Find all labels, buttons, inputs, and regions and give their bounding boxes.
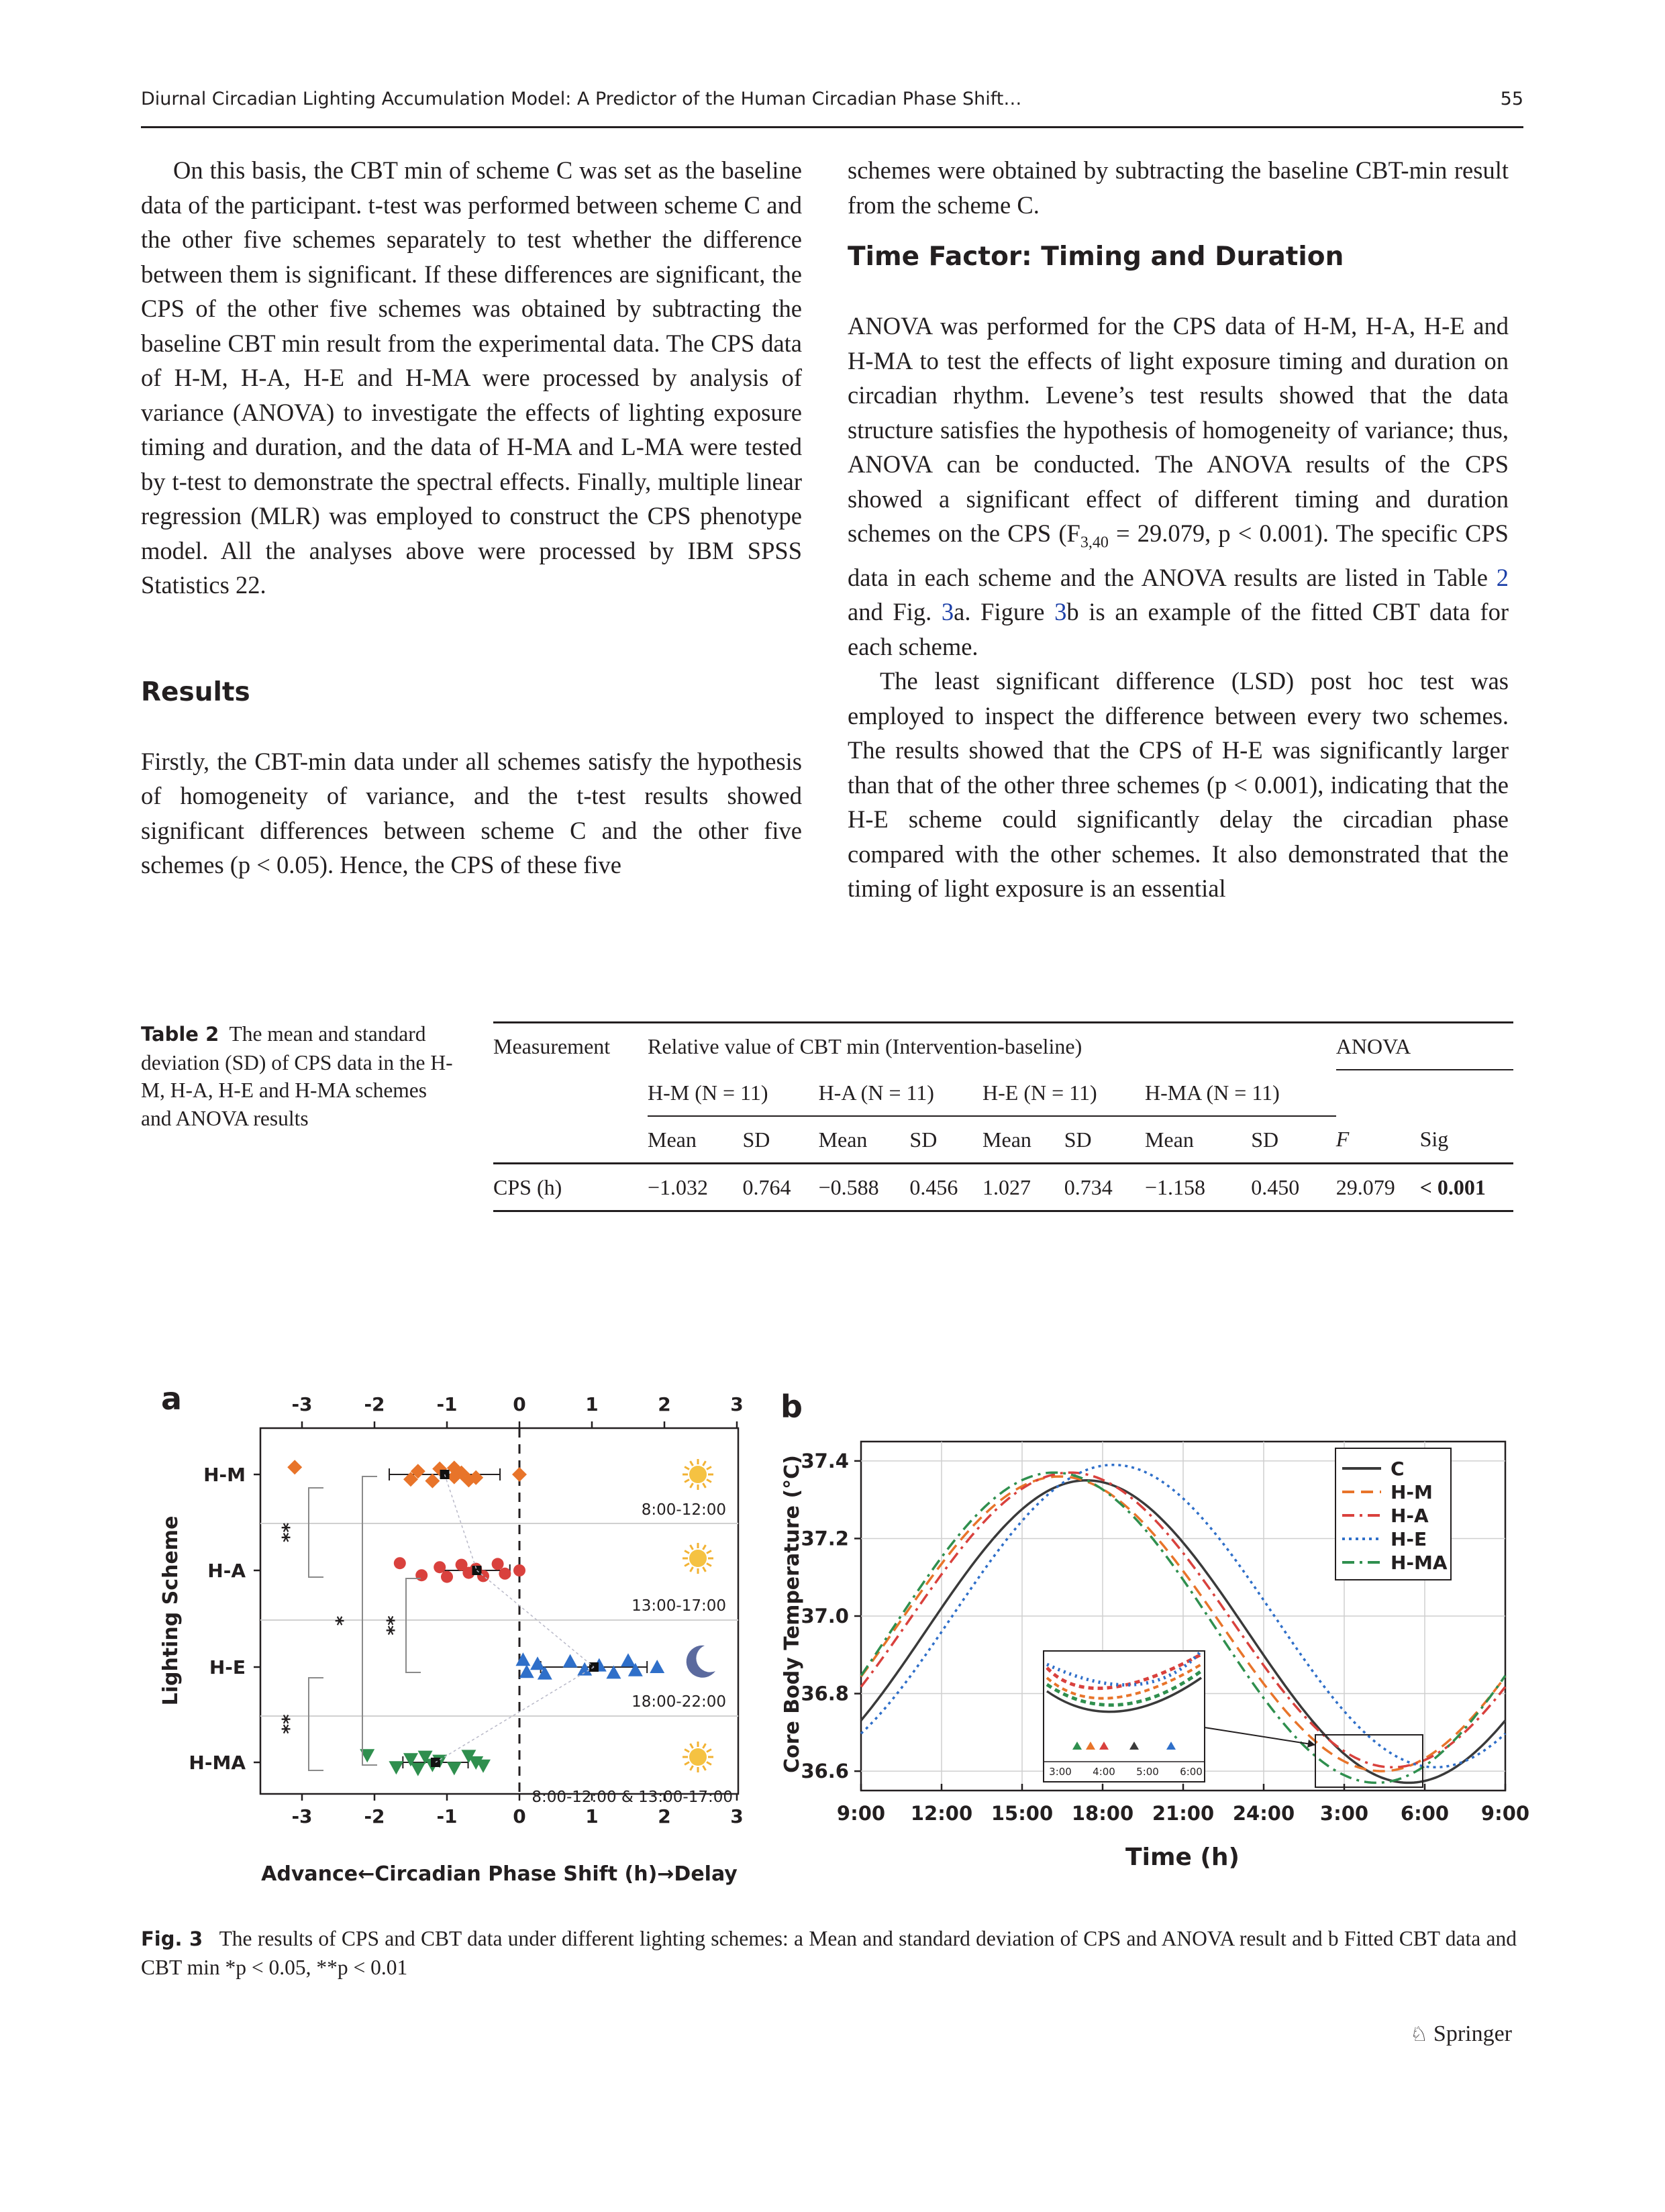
table-subheader: SD <box>742 1116 818 1164</box>
table-subheader: Mean <box>1145 1116 1251 1164</box>
table-group-header: H-E (N = 11) <box>982 1070 1145 1116</box>
sun-ray <box>703 1461 706 1466</box>
data-point <box>512 1467 527 1482</box>
paragraph: ANOVA was performed for the CPS data of H-M, H-A, H-E and H-MA to test the effects of light exposure timing and duration on circadian rhythm. Levene’s test results showed that the data structure satisfies the hypothesis of homogeneity of variance; thus, ANOVA can be conducted. The ANOVA results of the CPS showed a significant effect of different timing and duration schemes on the CPS ($F_{3,40} = 29.079$, p < 0.001). The specific CPS data in each scheme and the ANOVA results are listed in Table 2 and Fig. 3a. Figure 3b is an example of the fitted CBT data for each scheme. <box>848 312 1509 660</box>
paragraph: schemes were obtained by subtracting the baseline CBT-min result from the scheme C. <box>848 156 1509 219</box>
x-tick-label: 3:00 <box>1319 1802 1369 1825</box>
x-tick-label: 24:00 <box>1232 1802 1295 1825</box>
significance-label: ** <box>278 1714 300 1734</box>
x-tick-label: 21:00 <box>1152 1802 1215 1825</box>
sun-disc <box>689 1748 707 1766</box>
x-tick-label: 2 <box>658 1805 671 1827</box>
table-cell: 29.079 <box>1336 1164 1420 1211</box>
x-tick-label: -2 <box>364 1805 385 1827</box>
table-header-cell: Measurement <box>493 1023 648 1070</box>
sun-ray <box>685 1564 689 1566</box>
sun-ray <box>691 1567 693 1572</box>
moon-icon <box>687 1646 715 1678</box>
sun-ray <box>691 1545 693 1550</box>
data-point <box>563 1654 578 1668</box>
y-tick-label: 37.2 <box>801 1527 849 1550</box>
table-cell: 1.027 <box>982 1164 1064 1211</box>
table-group-header: H-MA (N = 11) <box>1145 1070 1336 1116</box>
sun-ray <box>707 1467 711 1470</box>
figure-ref-link[interactable]: 3 <box>1054 598 1067 626</box>
data-point <box>519 1664 534 1678</box>
table-subheader: SD <box>1251 1116 1336 1164</box>
time-window-label: 18:00-22:00 <box>632 1693 726 1711</box>
figure-caption-text: The results of CPS and CBT data under different lighting schemes: a Mean and standard deviation of CPS and ANOVA result and b Fitted CBT data and CBT min *p < 0.05, **p < 0.01 <box>141 1927 1517 1979</box>
table-subheader: Mean <box>982 1116 1064 1164</box>
table-cell: 0.764 <box>742 1164 818 1211</box>
data-point <box>513 1564 525 1576</box>
table-cell: −0.588 <box>819 1164 910 1211</box>
sig-bracket <box>278 1678 323 1770</box>
panel-a-label: a <box>161 1380 183 1417</box>
table-group-header: H-A (N = 11) <box>819 1070 982 1116</box>
data-point <box>389 1761 403 1774</box>
sig-bracket <box>278 1488 323 1577</box>
inset-tick-label: 6:00 <box>1180 1766 1203 1778</box>
panel-b-legend <box>1335 1448 1451 1580</box>
data-point <box>499 1568 511 1580</box>
y-tick-label: 36.8 <box>801 1682 849 1705</box>
table-subheader: F <box>1336 1116 1420 1164</box>
sun-ray <box>691 1461 693 1466</box>
legend-label: H-MA <box>1391 1552 1448 1574</box>
data-point <box>415 1569 427 1581</box>
page-number: 55 <box>1500 89 1523 109</box>
x-tick-label: 6:00 <box>1400 1802 1450 1825</box>
figure-caption <box>141 1925 1517 1981</box>
x-tick-label: -3 <box>291 1805 313 1827</box>
figure-ref-link[interactable]: 3 <box>941 598 954 626</box>
x-tick-label: -3 <box>291 1393 313 1415</box>
table-subheader: Sig <box>1420 1116 1513 1164</box>
sun-ray <box>703 1744 706 1748</box>
sun-disc <box>689 1550 707 1567</box>
table-subheader: SD <box>909 1116 982 1164</box>
x-tick-label: 9:00 <box>836 1802 886 1825</box>
data-point <box>530 1656 545 1670</box>
legend-label: H-A <box>1391 1505 1429 1527</box>
x-tick-label: 9:00 <box>1480 1802 1530 1825</box>
panel-a-ylabel: Lighting Scheme <box>159 1515 183 1706</box>
springer-horse-icon: ♘ <box>1410 2023 1428 2046</box>
running-title: Diurnal Circadian Lighting Accumulation Model: A Predictor of the Human Circadian Phase Shift… <box>141 89 1022 109</box>
section-heading-results: Results <box>141 676 250 707</box>
data-point <box>621 1653 636 1666</box>
panel-b-chart <box>780 1442 1529 1871</box>
paragraph: Firstly, the CBT-min data under all schemes satisfy the hypothesis of homogeneity of variance, and the t-test results showed significant differences between scheme C and the other five schemes (p < 0.05). Hence, the CPS of these five <box>141 747 802 878</box>
x-tick-label: 3 <box>730 1393 744 1415</box>
figure-label: Fig. 3 <box>141 1927 203 1950</box>
table-subheader: Mean <box>819 1116 910 1164</box>
table-header-cell: ANOVA <box>1336 1023 1513 1070</box>
y-tick-label: H-M <box>203 1464 246 1486</box>
significance-label: ** <box>278 1522 300 1543</box>
panel-b-label: b <box>780 1389 803 1425</box>
legend-label: C <box>1391 1458 1405 1480</box>
sun-ray <box>703 1766 706 1770</box>
sun-ray <box>703 1545 706 1550</box>
sun-icon <box>683 1459 713 1490</box>
panel-a-annotations <box>278 1459 733 1806</box>
sig-bracket <box>383 1578 421 1672</box>
sun-ray <box>691 1766 693 1770</box>
sun-ray <box>691 1483 693 1488</box>
sun-ray <box>691 1744 693 1748</box>
inset-tick-label: 5:00 <box>1136 1766 1159 1778</box>
x-tick-label: 0 <box>513 1393 526 1415</box>
sun-icon <box>683 1742 713 1772</box>
sun-ray <box>707 1551 711 1554</box>
data-point <box>287 1460 302 1474</box>
sun-ray <box>707 1750 711 1752</box>
paragraph: The least significant difference (LSD) post hoc test was employed to inspect the difference between every two schemes. The results showed that the CPS of H-E was significantly larger than that of the other three schemes (p < 0.001), indicating that the H-E scheme could significantly delay the circadian phase compared with the other schemes. It also demonstrated that the timing of light exposure is an essential <box>848 667 1509 903</box>
mean-connector <box>445 1474 477 1570</box>
bracket-line <box>406 1578 421 1672</box>
data-point <box>515 1652 530 1666</box>
sun-ray <box>707 1762 711 1765</box>
data-point <box>492 1558 504 1570</box>
x-tick-label: 1 <box>585 1805 599 1827</box>
x-tick-label: -1 <box>436 1393 458 1415</box>
inset-tick-label: 3:00 <box>1049 1766 1072 1778</box>
table-label: Table 2 <box>141 1023 219 1046</box>
sun-ray <box>707 1480 711 1482</box>
sun-ray <box>685 1762 689 1765</box>
x-tick-label: 18:00 <box>1071 1802 1134 1825</box>
table-subheader: SD <box>1064 1116 1145 1164</box>
table-caption-text: The mean and standard deviation (SD) of CPS data in the H-M, H-A, H-E and H-MA schemes and ANOVA results <box>141 1022 453 1130</box>
legend-label: H-M <box>1391 1481 1433 1503</box>
y-tick-label: 36.6 <box>801 1760 849 1783</box>
mean-connector <box>476 1570 593 1667</box>
subsection-heading: Time Factor: Timing and Duration <box>848 242 1344 272</box>
x-tick-label: 2 <box>658 1393 671 1415</box>
bracket-line <box>309 1678 323 1770</box>
y-tick-label: H-E <box>209 1656 246 1678</box>
time-window-label: 8:00-12:00 <box>641 1501 726 1519</box>
table-subheader: Mean <box>648 1116 742 1164</box>
x-tick-label: 1 <box>585 1393 599 1415</box>
mean-connector <box>436 1667 594 1762</box>
significance-label: * <box>332 1615 354 1626</box>
zoom-pointer <box>1196 1726 1315 1745</box>
sun-ray <box>685 1551 689 1554</box>
inset-tick-label: 4:00 <box>1093 1766 1115 1778</box>
data-point <box>394 1557 406 1569</box>
table-cell: 0.450 <box>1251 1164 1336 1211</box>
table-cell: −1.158 <box>1145 1164 1251 1211</box>
x-tick-label: -1 <box>436 1805 458 1827</box>
table-cell: −1.032 <box>648 1164 742 1211</box>
panel-a-xlabel: Advance←Circadian Phase Shift (h)→Delay <box>261 1862 738 1886</box>
data-point <box>411 1763 425 1776</box>
table-cell: < 0.001 <box>1420 1164 1513 1211</box>
table-row-label: CPS (h) <box>493 1164 648 1211</box>
data-point <box>650 1660 664 1673</box>
panel-b-ylabel: Core Body Temperature (°C) <box>780 1455 804 1773</box>
sun-ray <box>703 1483 706 1488</box>
table-group-header: H-M (N = 11) <box>648 1070 819 1116</box>
data-point <box>425 1474 440 1489</box>
paragraph: On this basis, the CBT min of scheme C was set as the baseline data of the participant. t-test was performed between scheme C and the other five schemes separately to test whether the difference between them is significant. If these differences are significant, the CPS of the other five schemes was obtained by subtracting the baseline CBT min result from the experimental data. The CPS data of H-M, H-A, H-E and H-MA were processed by analysis of variance (ANOVA) to investigate the effects of lighting exposure timing and duration, and the data of H-MA and L-MA were tested by t-test to demonstrate the spectral effects. Finally, multiple linear regression (MLR) was employed to construct the CPS phenotype model. All the analyses above were processed by IBM SPSS Statistics 22. <box>141 156 802 599</box>
bracket-line <box>309 1488 323 1577</box>
y-tick-label: H-A <box>207 1560 246 1582</box>
sun-ray <box>685 1750 689 1752</box>
x-tick-label: 0 <box>513 1805 526 1827</box>
data-point <box>441 1571 453 1583</box>
sun-ray <box>685 1480 689 1482</box>
time-window-label: 8:00-12:00 & 13:00-17:00 <box>532 1789 733 1806</box>
sun-disc <box>689 1466 707 1483</box>
x-tick-label: -2 <box>364 1393 385 1415</box>
time-window-label: 13:00-17:00 <box>632 1597 726 1615</box>
sun-ray <box>685 1467 689 1470</box>
table-cell: 0.456 <box>909 1164 982 1211</box>
sun-icon <box>683 1543 713 1574</box>
x-tick-label: 15:00 <box>991 1802 1054 1825</box>
significance-label: ** <box>383 1615 405 1636</box>
publisher-logo: ♘ Springer <box>1410 2021 1512 2046</box>
legend-label: H-E <box>1391 1528 1427 1550</box>
sun-ray <box>707 1564 711 1566</box>
x-tick-label: 3 <box>730 1805 744 1827</box>
panel-b-inset <box>1044 1651 1423 1787</box>
table-header-cell: Relative value of CBT min (Intervention-baseline) <box>648 1023 1336 1070</box>
sun-ray <box>703 1567 706 1572</box>
x-tick-label: 12:00 <box>910 1802 973 1825</box>
table-ref-link[interactable]: 2 <box>1496 563 1509 591</box>
table-cell: 0.734 <box>1064 1164 1145 1211</box>
data-point <box>447 1762 462 1775</box>
data-point <box>434 1561 446 1573</box>
panel-a-chart <box>159 1393 744 1886</box>
y-tick-label: 37.0 <box>801 1605 849 1627</box>
y-tick-label: H-MA <box>189 1752 246 1774</box>
panel-b-xlabel: Time (h) <box>1125 1844 1240 1871</box>
y-tick-label: 37.4 <box>801 1449 849 1472</box>
